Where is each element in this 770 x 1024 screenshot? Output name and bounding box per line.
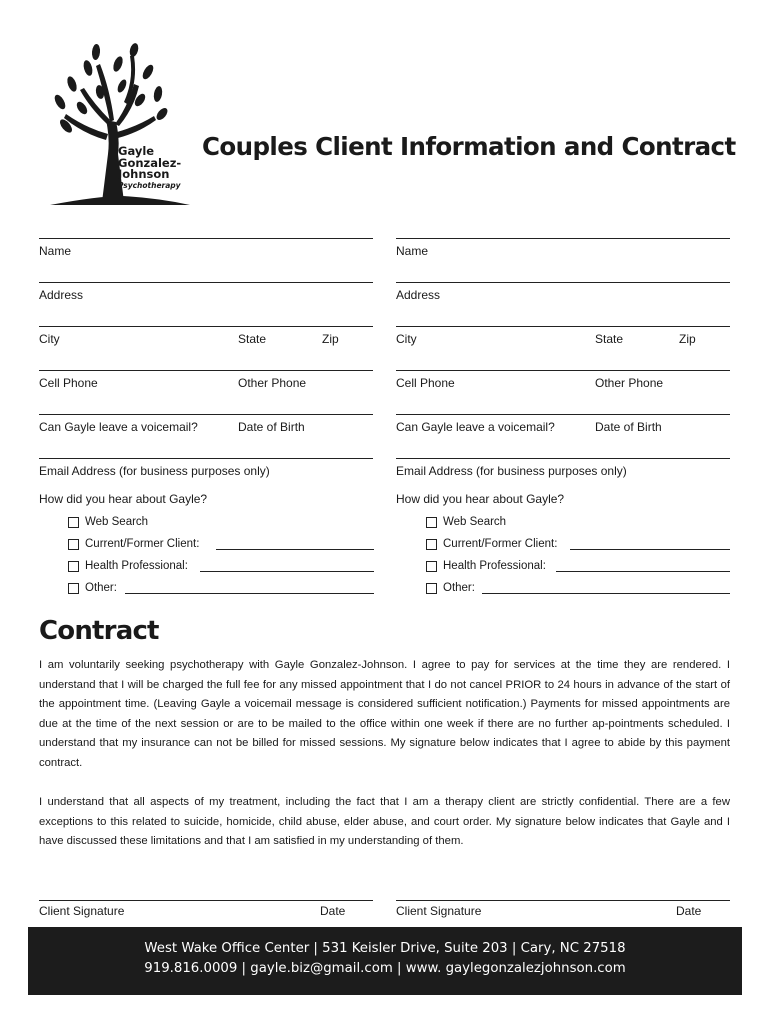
logo-name-line2: Gonzalez- <box>118 155 182 170</box>
cell-phone-label: Cell Phone <box>396 376 455 390</box>
zip-label: Zip <box>322 332 339 346</box>
phone-field[interactable] <box>396 370 730 414</box>
voicemail-label: Can Gayle leave a voicemail? <box>39 420 198 434</box>
option-health-professional[interactable] <box>68 560 374 576</box>
checkbox-icon[interactable] <box>68 561 79 572</box>
option-label: Web Search <box>85 516 149 528</box>
date-label: Date <box>320 904 346 918</box>
referral-question: How did you hear about Gayle? <box>39 492 208 506</box>
option-current-former-client[interactable] <box>426 538 730 554</box>
address-field[interactable] <box>396 282 730 326</box>
name-field[interactable] <box>39 238 373 282</box>
option-label: Other: <box>85 582 117 594</box>
write-in-line[interactable] <box>482 593 730 594</box>
logo-name-line1: Gayle <box>118 144 155 158</box>
option-web-search[interactable] <box>68 516 368 532</box>
write-in-line[interactable] <box>125 593 374 594</box>
voicemail-label: Can Gayle leave a voicemail? <box>396 420 555 434</box>
signature-line-client-2[interactable] <box>396 900 730 921</box>
confidentiality-paragraph: I understand that all aspects of my treatment, including the fact that I am a therapy client are strictly confidential. There are a few exceptions to this related to suicide, homicide, child abuse, elder abuse, and court order. My signature below indicates that Gayle and I have discussed these limitations and that I am satisfied in my understanding of them. <box>39 796 730 848</box>
phone-field[interactable] <box>39 370 373 414</box>
footer-address: West Wake Office Center | 531 Keisler Drive, Suite 203 | Cary, NC 27518 <box>144 941 626 956</box>
other-phone-label: Other Phone <box>595 376 664 390</box>
other-phone-label: Other Phone <box>238 376 307 390</box>
option-other[interactable] <box>68 582 374 598</box>
option-current-former-client[interactable] <box>68 538 374 554</box>
checkbox-icon[interactable] <box>426 561 437 572</box>
city-label: City <box>39 332 60 346</box>
cell-phone-label: Cell Phone <box>39 376 98 390</box>
checkbox-icon[interactable] <box>426 517 437 528</box>
option-health-professional[interactable] <box>426 560 730 576</box>
checkbox-icon[interactable] <box>426 583 437 594</box>
dob-label: Date of Birth <box>238 420 305 434</box>
client-signature-label: Client Signature <box>39 904 125 918</box>
client-2-fields <box>396 238 730 502</box>
option-other[interactable] <box>426 582 730 598</box>
dob-label: Date of Birth <box>595 420 662 434</box>
contract-heading: Contract <box>39 616 159 646</box>
referral-question: How did you hear about Gayle? <box>396 492 565 506</box>
footer-contact: 919.816.0009 | gayle.biz@gmail.com | www. gaylegonzalezjohnson.com <box>144 961 626 976</box>
write-in-line[interactable] <box>216 549 374 550</box>
write-in-line[interactable] <box>556 571 730 572</box>
payment-terms-paragraph: I am voluntarily seeking psychotherapy with Gayle Gonzalez-Johnson. I agree to pay for services at the time they are rendered. I understand that I will be charged the full fee for any missed appointment that I do not cancel PRIOR to 24 hours in advance of the start of the appointment time. (Leaving Gayle a voicemail message is considered sufficient notification.) Payments for missed appointments are due at the time of the next session or are to be mailed to the office within one week if there are no further ap-pointments scheduled. I understand that my insurance can not be billed for missed sessions. My signature below indicates that I agree to abide by this payment contract. <box>39 659 730 769</box>
state-label: State <box>238 332 267 346</box>
name-label: Name <box>396 244 429 258</box>
name-field[interactable] <box>396 238 730 282</box>
zip-label: Zip <box>679 332 696 346</box>
option-web-search[interactable] <box>426 516 726 532</box>
option-label: Current/Former Client: <box>85 538 200 550</box>
logo-text <box>118 146 181 191</box>
state-label: State <box>595 332 624 346</box>
city-state-zip-field[interactable] <box>396 326 730 370</box>
option-label: Current/Former Client: <box>443 538 558 550</box>
option-label: Web Search <box>443 516 507 528</box>
address-field[interactable] <box>39 282 373 326</box>
address-label: Address <box>39 288 84 302</box>
city-state-zip-field[interactable] <box>39 326 373 370</box>
date-label: Date <box>676 904 702 918</box>
city-label: City <box>396 332 417 346</box>
option-label: Health Professional: <box>443 560 546 572</box>
email-label: Email Address (for business purposes only) <box>39 464 270 478</box>
logo-tagline: Psychotherapy <box>118 180 181 190</box>
checkbox-icon[interactable] <box>68 539 79 550</box>
logo-name-line3: Johnson <box>118 167 170 181</box>
write-in-line[interactable] <box>200 571 374 572</box>
voicemail-dob-field[interactable] <box>39 414 373 458</box>
client-1-fields <box>39 238 373 502</box>
email-label: Email Address (for business purposes only) <box>396 464 627 478</box>
page-title: Couples Client Information and Contract <box>202 132 736 161</box>
voicemail-dob-field[interactable] <box>396 414 730 458</box>
option-label: Other: <box>443 582 475 594</box>
checkbox-icon[interactable] <box>426 539 437 550</box>
signature-line-client-1[interactable] <box>39 900 373 921</box>
write-in-line[interactable] <box>570 549 730 550</box>
address-label: Address <box>396 288 441 302</box>
checkbox-icon[interactable] <box>68 583 79 594</box>
client-signature-label: Client Signature <box>396 904 482 918</box>
checkbox-icon[interactable] <box>68 517 79 528</box>
footer <box>28 927 742 995</box>
option-label: Health Professional: <box>85 560 188 572</box>
name-label: Name <box>39 244 72 258</box>
